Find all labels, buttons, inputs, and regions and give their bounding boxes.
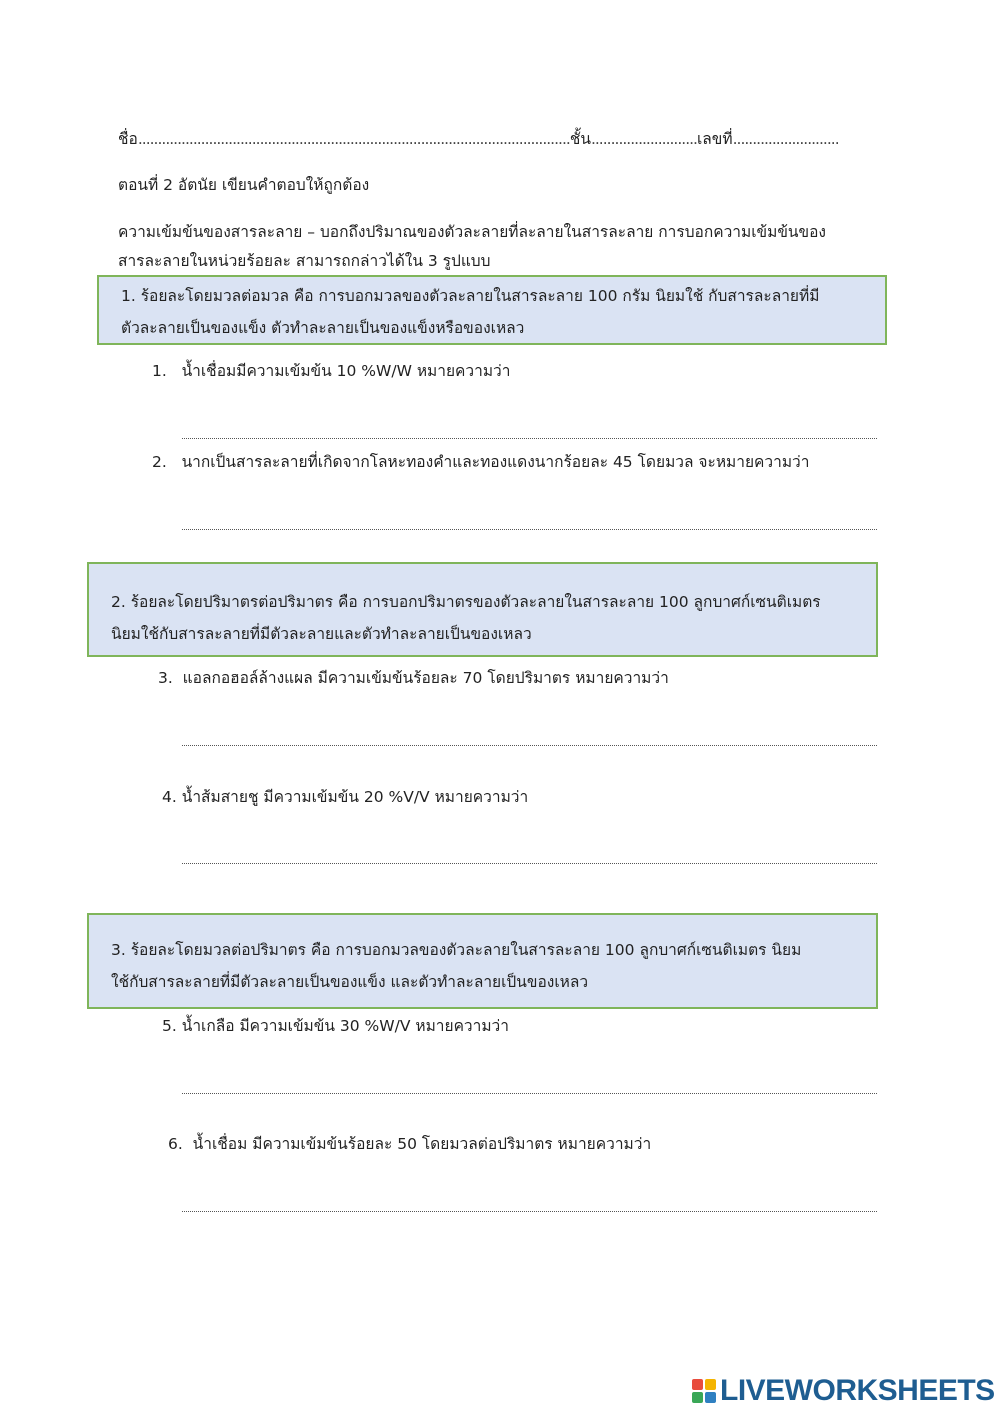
answer-2-input[interactable] bbox=[182, 511, 877, 530]
question-5 bbox=[162, 1015, 509, 1037]
class-blank: ........................... bbox=[590, 130, 697, 148]
question-text: น้ำส้มสายชู มีความเข้มข้น 20 %V/V หมายความว่า bbox=[181, 788, 529, 806]
intro-line-2: สารละลายในหน่วยร้อยละ สามารถกล่าวได้ใน 3 รูปแบบ bbox=[118, 252, 491, 270]
question-number: 1. bbox=[152, 362, 167, 380]
definition-3-line-1: 3. ร้อยละโดยมวลต่อปริมาตร คือ การบอกมวลของตัวละลายในสารละลาย 100 ลูกบาศก์เซนติเมตร นิยม bbox=[111, 941, 802, 959]
question-4 bbox=[162, 786, 528, 808]
answer-4-input[interactable] bbox=[182, 845, 877, 864]
student-info-line bbox=[118, 128, 878, 150]
question-6 bbox=[168, 1133, 651, 1155]
definition-box-2 bbox=[87, 562, 878, 657]
definition-2-line-2: นิยมใช้กับสารละลายที่มีตัวละลายและตัวทำละลายเป็นของเหลว bbox=[111, 625, 532, 643]
question-number: 6. bbox=[168, 1135, 183, 1153]
definition-3-line-2: ใช้กับสารละลายที่มีตัวละลายเป็นของแข็ง และตัวทำละลายเป็นของเหลว bbox=[111, 973, 589, 991]
class-label: ชั้น bbox=[569, 130, 591, 148]
question-1 bbox=[152, 360, 510, 382]
answer-1-input[interactable] bbox=[182, 420, 877, 439]
question-3 bbox=[158, 667, 669, 689]
question-text: น้ำเกลือ มีความเข้มข้น 30 %W/V หมายความว่า bbox=[181, 1017, 509, 1035]
liveworksheets-logo-icon bbox=[692, 1379, 716, 1403]
question-text: น้ำเชื่อม มีความเข้มข้นร้อยละ 50 โดยมวลต่อปริมาตร หมายความว่า bbox=[192, 1135, 652, 1153]
question-text: น้ำเชื่อมมีความเข้มข้น 10 %W/W หมายความว่า bbox=[181, 362, 511, 380]
number-blank: ........................... bbox=[732, 130, 839, 148]
section-title: ตอนที่ 2 อัตนัย เขียนคำตอบให้ถูกต้อง bbox=[118, 176, 370, 194]
question-2 bbox=[152, 451, 809, 473]
question-text: แอลกอฮอล์ล้างแผล มีความเข้มข้นร้อยละ 70 โดยปริมาตร หมายความว่า bbox=[182, 669, 669, 687]
question-number: 5. bbox=[162, 1017, 177, 1035]
definition-1-line-1: 1. ร้อยละโดยมวลต่อมวล คือ การบอกมวลของตัวละลายในสารละลาย 100 กรัม นิยมใช้ กับสารละลายที่มี bbox=[121, 287, 820, 305]
definition-box-3 bbox=[87, 913, 878, 1009]
question-number: 3. bbox=[158, 669, 173, 687]
liveworksheets-logo bbox=[692, 1374, 995, 1408]
question-number: 2. bbox=[152, 453, 167, 471]
answer-5-input[interactable] bbox=[182, 1075, 877, 1094]
name-label: ชื่อ bbox=[118, 130, 138, 148]
question-text: นากเป็นสารละลายที่เกิดจากโลหะทองคำและทองแดงนากร้อยละ 45 โดยมวล จะหมายความว่า bbox=[181, 453, 810, 471]
intro-line-1: ความเข้มข้นของสารละลาย – บอกถึงปริมาณของตัวละลายที่ละลายในสารละลาย การบอกความเข้มข้นของ bbox=[118, 223, 826, 241]
definition-1-line-2: ตัวละลายเป็นของแข็ง ตัวทำละลายเป็นของแข็งหรือของเหลว bbox=[121, 319, 525, 337]
liveworksheets-logo-text: LIVEWORKSHEETS bbox=[720, 1374, 995, 1407]
definition-2-line-1: 2. ร้อยละโดยปริมาตรต่อปริมาตร คือ การบอกปริมาตรของตัวละลายในสารละลาย 100 ลูกบาศก์เซนติเมตร bbox=[111, 593, 821, 611]
number-label: เลขที่ bbox=[696, 130, 733, 148]
question-number: 4. bbox=[162, 788, 177, 806]
answer-3-input[interactable] bbox=[182, 727, 877, 746]
definition-box-1 bbox=[97, 275, 887, 345]
name-blank: .............................................................................................................. bbox=[137, 130, 570, 148]
answer-6-input[interactable] bbox=[182, 1193, 877, 1212]
